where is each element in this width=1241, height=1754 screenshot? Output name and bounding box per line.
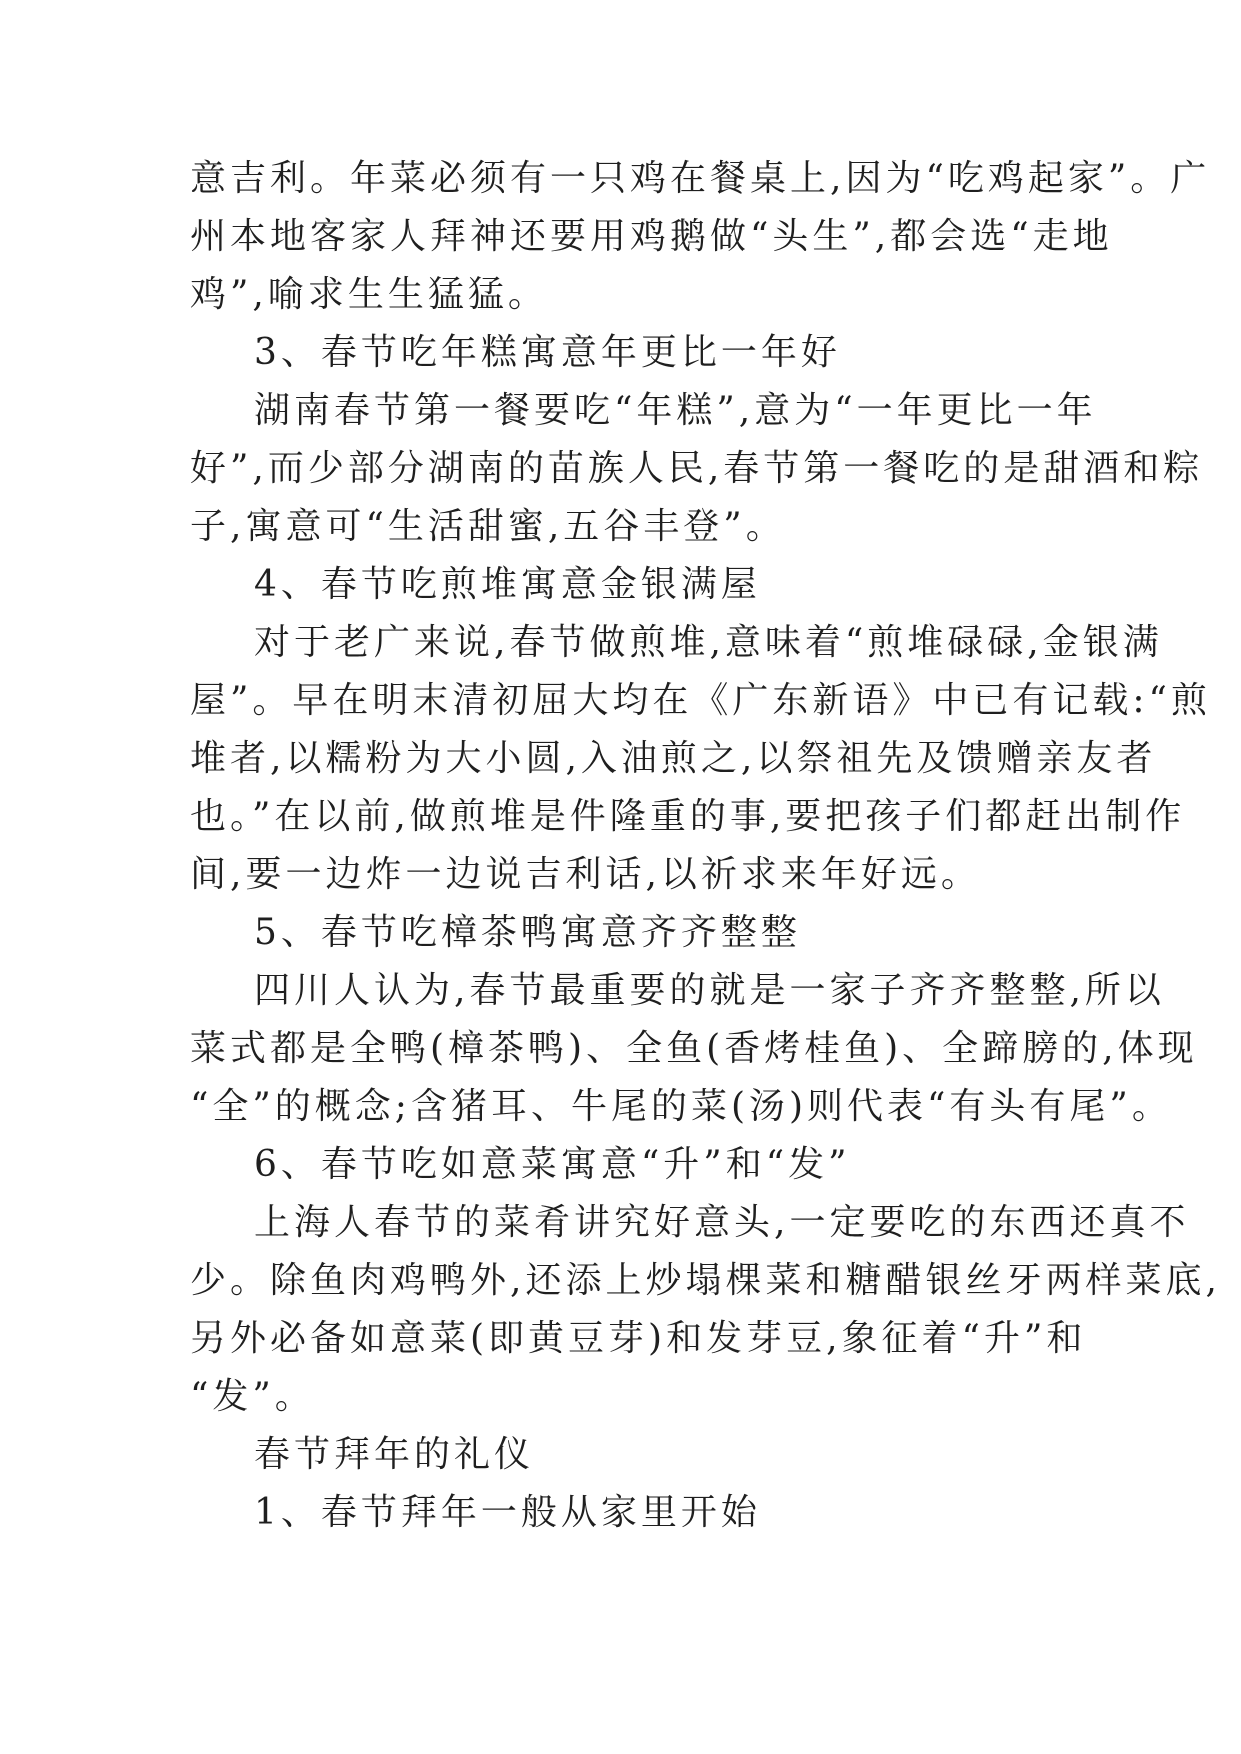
- paragraph-guangzhou: [190, 614, 1211, 904]
- text-line: 少。除鱼肉鸡鸭外,还添上炒塌棵菜和糖醋银丝牙两样菜底,: [190, 1260, 1221, 1301]
- text-line: 屋”。早在明末清初屈大均在《广东新语》中已有记载:“煎: [190, 680, 1211, 721]
- heading-ru-yi-cai: [190, 1136, 1050, 1194]
- paragraph-shanghai: [190, 1194, 1221, 1426]
- text-line: 上海人春节的菜肴讲究好意头,一定要吃的东西还真不: [254, 1202, 1190, 1243]
- text-line: 对于老广来说,春节做煎堆,意味着“煎堆碌碌,金银满: [254, 622, 1163, 663]
- section-heading: 5、春节吃樟茶鸭寓意齐齐整整: [254, 912, 801, 953]
- heading-bai-nian-1: [190, 1484, 1050, 1542]
- heading-jian-dui: [190, 556, 1050, 614]
- section-heading: 1、春节拜年一般从家里开始: [254, 1492, 761, 1533]
- text-line: 意吉利。年菜必须有一只鸡在餐桌上,因为“吃鸡起家”。广: [190, 158, 1211, 199]
- text-line: 四川人认为,春节最重要的就是一家子齐齐整整,所以: [254, 970, 1165, 1011]
- text-line: 另外必备如意菜(即黄豆芽)和发芽豆,象征着“升”和: [190, 1318, 1087, 1359]
- text-line: 堆者,以糯粉为大小圆,入油煎之,以祭祖先及馈赠亲友者: [190, 738, 1157, 779]
- text-line: 州本地客家人拜神还要用鸡鹅做“头生”,都会选“走地: [190, 216, 1113, 257]
- text-line: 子,寓意可“生活甜蜜,五谷丰登”。: [190, 506, 786, 547]
- document-page: [190, 150, 1221, 1542]
- section-heading: 3、春节吃年糕寓意年更比一年好: [254, 332, 841, 373]
- paragraph-sichuan: [190, 962, 1198, 1136]
- text-line: 湖南春节第一餐要吃“年糕”,意为“一年更比一年: [254, 390, 1097, 431]
- section-heading: 6、春节吃如意菜寓意“升”和“发”: [254, 1144, 851, 1185]
- text-line: “发”。: [190, 1376, 315, 1417]
- heading-etiquette: [190, 1426, 1050, 1484]
- text-line: 好”,而少部分湖南的苗族人民,春节第一餐吃的是甜酒和粽: [190, 448, 1204, 489]
- text-line: 间,要一边炸一边说吉利话,以祈求来年好远。: [190, 854, 981, 895]
- section-heading: 春节拜年的礼仪: [254, 1434, 535, 1475]
- text-line: “全”的概念;含猪耳、牛尾的菜(汤)则代表“有头有尾”。: [190, 1086, 1172, 1127]
- heading-nian-gao: [190, 324, 1050, 382]
- text-line: 也。”在以前,做煎堆是件隆重的事,要把孩子们都赶出制作: [190, 796, 1186, 837]
- paragraph-continuation: [190, 150, 1211, 324]
- heading-zhang-cha-ya: [190, 904, 1050, 962]
- paragraph-hunan: [190, 382, 1204, 556]
- section-heading: 4、春节吃煎堆寓意金银满屋: [254, 564, 761, 605]
- text-line: 鸡”,喻求生生猛猛。: [190, 274, 548, 315]
- text-line: 菜式都是全鸭(樟茶鸭)、全鱼(香烤桂鱼)、全蹄膀的,体现: [190, 1028, 1198, 1069]
